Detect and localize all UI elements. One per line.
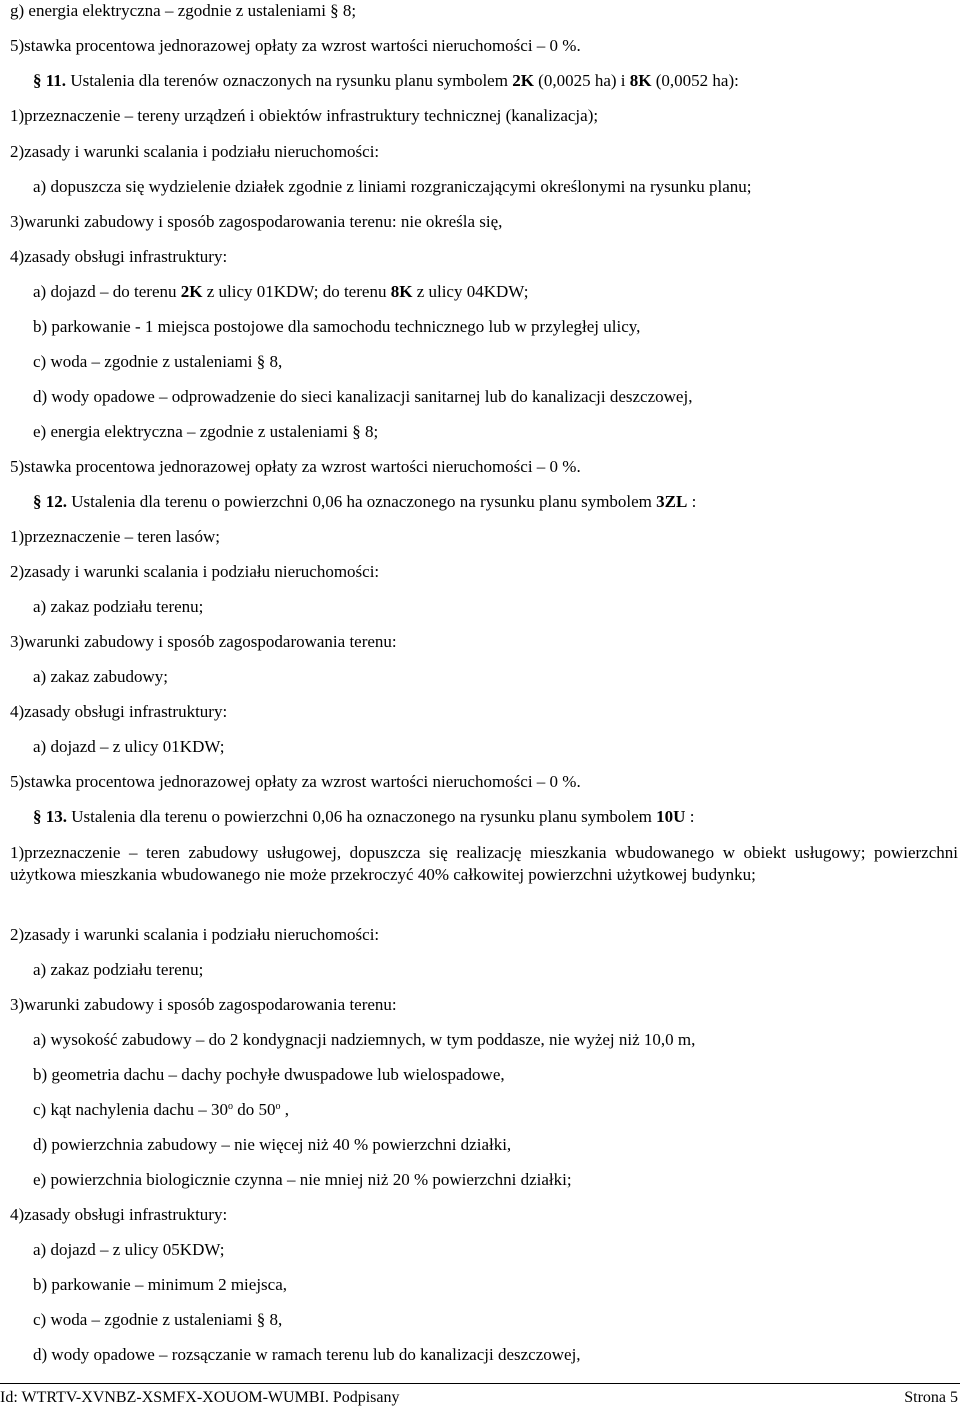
line-part: do 50	[232, 1100, 276, 1119]
text-line: a) wysokość zabudowy – do 2 kondygnacji nadziemnych, w tym poddasze, nie wyżej niż 10,0 m,	[33, 1030, 696, 1049]
text-line: d) wody opadowe – rozsączanie w ramach terenu lub do kanalizacji deszczowej,	[33, 1345, 581, 1364]
text-line: a) dopuszcza się wydzielenie działek zgodnie z liniami rozgraniczającymi określonymi na rysunku planu;	[33, 177, 752, 196]
text-line: 4)zasady obsługi infrastruktury:	[10, 247, 228, 266]
section-text: Ustalenia dla terenu o powierzchni 0,06 ha oznaczonego na rysunku planu symbolem	[67, 492, 657, 511]
text-line: 5)stawka procentowa jednorazowej opłaty za wzrost wartości nieruchomości – 0 %.	[10, 36, 581, 55]
text-line: c) woda – zgodnie z ustaleniami § 8,	[33, 1310, 283, 1329]
section-number: § 12.	[33, 492, 67, 511]
line-part: ,	[280, 1100, 289, 1119]
text-line: a) zakaz zabudowy;	[33, 667, 168, 686]
text-line: 5)stawka procentowa jednorazowej opłaty za wzrost wartości nieruchomości – 0 %.	[10, 772, 581, 791]
section-number: § 11.	[33, 71, 67, 90]
text-line: c) woda – zgodnie z ustaleniami § 8,	[33, 352, 283, 371]
text-line: a) zakaz podziału terenu;	[33, 960, 204, 979]
text-line: b) parkowanie - 1 miejsca postojowe dla samochodu technicznego lub w przyległej ulicy,	[33, 317, 641, 336]
section-text: (0,0025 ha) i	[533, 71, 630, 90]
section-text: Ustalenia dla terenów oznaczonych na rysunku planu symbolem	[66, 71, 513, 90]
text-line: 3)warunki zabudowy i sposób zagospodarowania terenu:	[10, 632, 397, 651]
text-line: 3)warunki zabudowy i sposób zagospodarowania terenu:	[10, 995, 397, 1014]
line-part: z ulicy 04KDW;	[412, 282, 529, 301]
degree-mark: o	[275, 1101, 281, 1112]
document-id: Id: WTRTV-XVNBZ-XSMFX-XOUOM-WUMBI. Podpisany	[0, 1389, 400, 1406]
text-line: 2)zasady i warunki scalania i podziału nieruchomości:	[10, 142, 380, 161]
symbol: 2K	[180, 282, 203, 301]
text-line: a) dojazd – z ulicy 05KDW;	[33, 1240, 225, 1259]
line-part: a) dojazd – do terenu	[33, 282, 181, 301]
text-line: b) parkowanie – minimum 2 miejsca,	[33, 1275, 287, 1294]
section-heading-12	[33, 491, 960, 513]
page-number: Strona 5	[904, 1389, 958, 1406]
text-line: e) energia elektryczna – zgodnie z ustaleniami § 8;	[33, 422, 379, 441]
text-line	[33, 1099, 960, 1121]
symbol: 10U	[656, 807, 686, 826]
text-line: g) energia elektryczna – zgodnie z ustaleniami § 8;	[10, 1, 357, 20]
symbol: 2K	[512, 71, 534, 90]
section-text: Ustalenia dla terenu o powierzchni 0,06 ha oznaczonego na rysunku planu symbolem	[67, 807, 657, 826]
symbol: 8K	[390, 282, 413, 301]
text-line: 1)przeznaczenie – tereny urządzeń i obiektów infrastruktury technicznej (kanalizacja);	[10, 106, 599, 125]
text-line: e) powierzchnia biologicznie czynna – nie mniej niż 20 % powierzchni działki;	[33, 1170, 572, 1189]
text-line: b) geometria dachu – dachy pochyłe dwuspadowe lub wielospadowe,	[33, 1065, 505, 1084]
text-line	[33, 281, 960, 303]
text-line: 4)zasady obsługi infrastruktury:	[10, 1205, 228, 1224]
symbol: 8K	[629, 71, 652, 90]
text-paragraph: 1)przeznaczenie – teren zabudowy usługowej, dopuszcza się realizację mieszkania wbudowanego w obiekt usługowy; powierzchni użytkowa mieszkania wbudowanego nie może przekroczyć 40% całkowitej powierzchni użytkowej budynku;	[10, 843, 958, 884]
degree-mark: o	[227, 1101, 233, 1112]
line-part: z ulicy 01KDW; do terenu	[202, 282, 391, 301]
text-line: 4)zasady obsługi infrastruktury:	[10, 702, 228, 721]
text-line: d) wody opadowe – odprowadzenie do sieci kanalizacji sanitarnej lub do kanalizacji deszczowej,	[33, 387, 693, 406]
section-heading-13	[33, 806, 960, 828]
section-number: § 13.	[33, 807, 67, 826]
section-text: :	[687, 492, 697, 511]
section-text: :	[685, 807, 695, 826]
section-text: (0,0052 ha):	[651, 71, 739, 90]
footer-divider	[0, 1383, 960, 1384]
text-line: 2)zasady i warunki scalania i podziału nieruchomości:	[10, 562, 380, 581]
section-heading-11	[33, 70, 960, 92]
line-part: c) kąt nachylenia dachu – 30	[33, 1100, 228, 1119]
text-line: 1)przeznaczenie – teren lasów;	[10, 527, 221, 546]
text-line: 3)warunki zabudowy i sposób zagospodarowania terenu: nie określa się,	[10, 212, 503, 231]
text-line: 5)stawka procentowa jednorazowej opłaty za wzrost wartości nieruchomości – 0 %.	[10, 457, 581, 476]
text-line: a) zakaz podziału terenu;	[33, 597, 204, 616]
symbol: 3ZL	[656, 492, 688, 511]
text-line: d) powierzchnia zabudowy – nie więcej niż 40 % powierzchni działki,	[33, 1135, 512, 1154]
text-line: a) dojazd – z ulicy 01KDW;	[33, 737, 225, 756]
text-line: 2)zasady i warunki scalania i podziału nieruchomości:	[10, 925, 380, 944]
